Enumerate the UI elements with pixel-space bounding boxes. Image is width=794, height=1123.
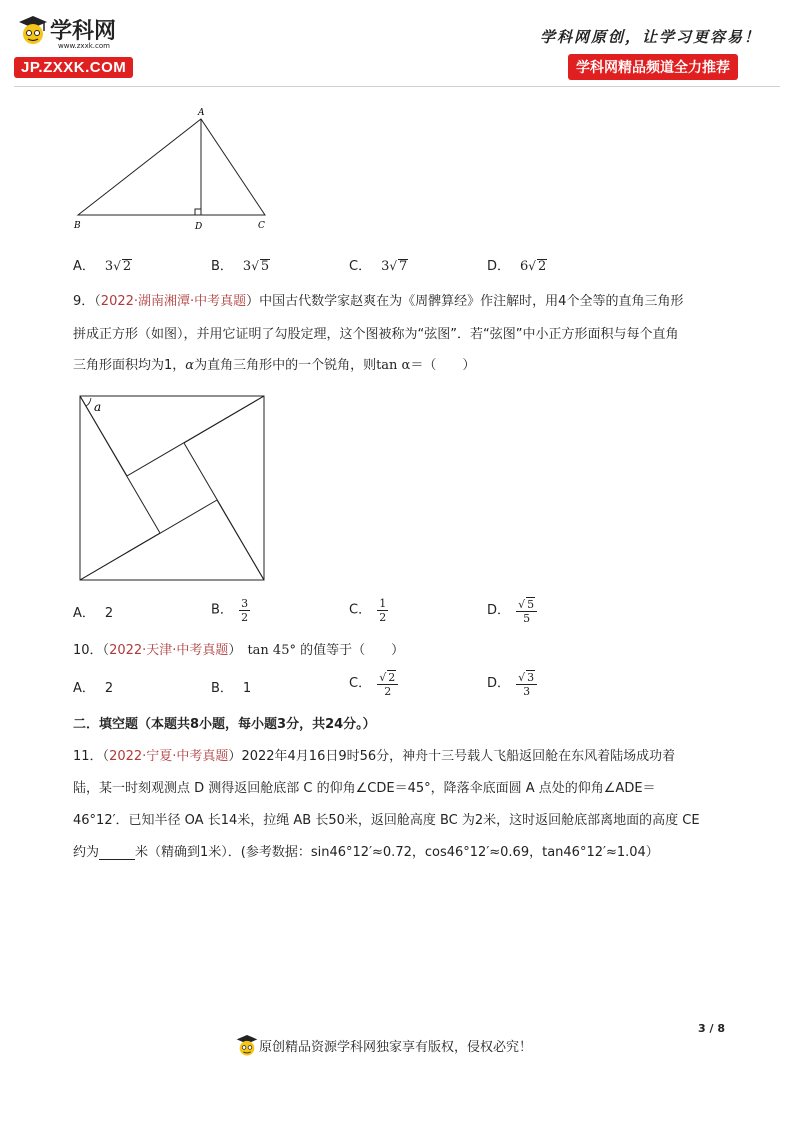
header-divider bbox=[14, 86, 780, 87]
outer-square bbox=[80, 396, 264, 580]
q11-line4: 约为 米（精确到1米）．(参考数据：sin46°12′≈0.72，cos46°12′≈0.69，tan46°12′≈1.04） bbox=[73, 845, 659, 860]
header bbox=[0, 0, 794, 90]
q10-option-b[interactable]: B． 1 bbox=[211, 681, 252, 696]
xian-tu-figure bbox=[78, 394, 268, 582]
footer-copyright: 原创精品资源学科网独家享有版权，侵权必究！ bbox=[259, 1040, 533, 1055]
mascot-logo-icon bbox=[18, 14, 48, 48]
q10-option-c[interactable]: C． $\frac{√ 2}{2}$ bbox=[349, 670, 398, 698]
triangle-abc bbox=[78, 119, 265, 215]
q8-option-b[interactable]: B． 3√ 5 bbox=[211, 259, 270, 274]
q9-option-c[interactable]: C． $\frac{1}{2}$ bbox=[349, 597, 387, 624]
q9-option-d[interactable]: D． $\frac{√ 5}{5}$ bbox=[487, 597, 537, 625]
right-angle-mark bbox=[195, 209, 201, 215]
q10-line1: 10．（2022·天津·中考真题） tan 45° 的值等于（ ） bbox=[73, 643, 405, 658]
q8-option-a[interactable]: A． 3√ 2 bbox=[73, 259, 132, 274]
brand-url: www.zxxk.com bbox=[58, 42, 110, 50]
q11-line1: 11．（2022·宁夏·中考真题）2022年4月16日9时56分，神舟十三号载人飞船返回舱在东风着陆场成功着 bbox=[73, 749, 676, 764]
q9-source: 2022·湖南湘潭·中考真题 bbox=[100, 294, 247, 309]
q10-option-a[interactable]: A． 2 bbox=[73, 681, 114, 696]
q8-option-d[interactable]: D． 6√ 2 bbox=[487, 259, 547, 274]
label-b: B bbox=[74, 221, 81, 231]
label-a: A bbox=[198, 108, 205, 118]
alpha-label: a bbox=[94, 400, 102, 414]
section2-title: 二．填空题（本题共8小题，每小题3分，共24分。） bbox=[73, 717, 376, 732]
q9-line3: 三角形面积均为1，α为直角三角形中的一个锐角，则tan α＝（ ） bbox=[73, 358, 476, 373]
brand-name: 学科网 bbox=[50, 19, 117, 44]
q9-option-a[interactable]: A． 2 bbox=[73, 606, 114, 621]
alpha-arc bbox=[86, 398, 91, 406]
site-badge[interactable]: JP.ZXXK.COM bbox=[14, 57, 133, 78]
q9-line2: 拼成正方形（如图），并用它证明了勾股定理，这个图被称为“弦图”．若“弦图”中小正方形面积与每个直角 bbox=[73, 327, 679, 342]
q11-source: 2022·宁夏·中考真题 bbox=[109, 749, 229, 764]
q10-option-d[interactable]: D． $\frac{√ 3}{3}$ bbox=[487, 670, 537, 698]
label-c: C bbox=[258, 221, 265, 231]
q11-line2: 陆，某一时刻观测点 D 测得返回舱底部 C 的仰角∠CDE＝45°，降落伞底面圆 A 点处的仰角∠ADE＝ bbox=[73, 781, 656, 796]
label-d: D bbox=[195, 222, 203, 232]
q10-source: 2022·天津·中考真题 bbox=[109, 643, 229, 658]
q9-line1: 9．（2022·湖南湘潭·中考真题）中国古代数学家赵爽在为《周髀算经》作注解时，用4个全等的直角三角形 bbox=[73, 294, 684, 309]
page-number: 3 / 8 bbox=[698, 1022, 725, 1035]
recommend-badge[interactable]: 学科网精品频道全力推荐 bbox=[568, 54, 738, 80]
q11-line3: 46°12′．已知半径 OA 长14米，拉绳 AB 长50米，返回舱高度 BC 为2米，这时返回舱底部离地面的高度 CE bbox=[73, 813, 700, 828]
q9-option-b[interactable]: B． $\frac{3}{2}$ bbox=[211, 597, 249, 624]
q8-option-c[interactable]: C． 3√ 7 bbox=[349, 259, 408, 274]
footer-mascot-icon bbox=[236, 1033, 258, 1059]
header-slogan: 学科网原创，让学习更容易！ bbox=[540, 28, 762, 46]
triangle-figure bbox=[70, 105, 280, 235]
q11-answer-blank[interactable] bbox=[99, 846, 135, 860]
